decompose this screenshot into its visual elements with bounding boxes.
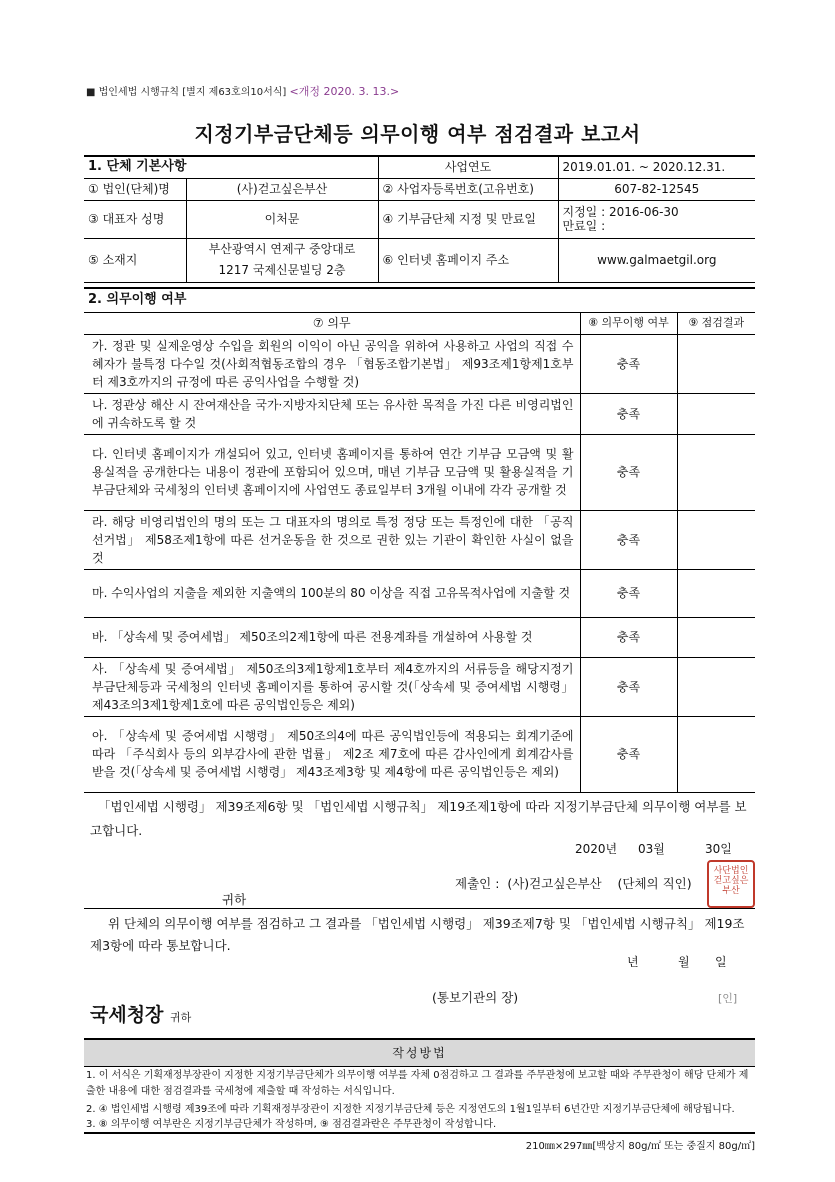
declaration-text: 「법인세법 시행령」 제39조제6항 및 「법인세법 시행규칙」 제19조제1항에 따라 지정기부금단체 의무이행 여부를 보고합니다. <box>90 799 747 838</box>
date-month: 03월 <box>638 842 665 856</box>
obligation-result <box>677 569 755 617</box>
obligation-result <box>677 716 755 792</box>
obligation-status: 충족 <box>580 334 677 393</box>
fiscal-year-value: 2019.01.01. ~ 2020.12.31. <box>558 156 755 178</box>
submitter-line: 제출인 : (사)걷고싶은부산 (단체의 직인) <box>455 876 692 891</box>
col-result: ⑨ 점검결과 <box>677 312 755 334</box>
obligation-result <box>677 617 755 657</box>
organization-seal: 사단법인 걷고싶은 부산 <box>707 860 755 908</box>
obligation-status: 충족 <box>580 434 677 510</box>
date-day: 30일 <box>705 842 732 856</box>
instruction-item: 2. ④ 법인세법 시행령 제39조에 따라 기획재정부장관이 지정한 지정기부금단체 등은 지정연도의 1월1일부터 6년간만 지정기부금단체에 해당됩니다. <box>86 1104 735 1115</box>
obligation-item: 나. 정관상 해산 시 잔여재산을 국가·지방자치단체 또는 유사한 목적을 가진 다른 비영리법인에 귀속하도록 할 것 <box>84 393 580 434</box>
section2-heading: 2. 의무이행 여부 <box>84 288 755 312</box>
rep-name-value: 이처문 <box>186 200 378 238</box>
revision-date: <개정 2020. 3. 13.> <box>289 85 400 98</box>
obligation-result <box>677 510 755 569</box>
address-line1: 부산광역시 연제구 중앙대로 <box>208 242 356 256</box>
org-name-value: (사)걷고싶은부산 <box>186 178 378 200</box>
agency-head: (통보기관의 장) <box>432 990 519 1005</box>
date-year: 2020년 <box>575 842 618 856</box>
obligation-status: 충족 <box>580 510 677 569</box>
col-obligation: ⑦ 의무 <box>84 312 580 334</box>
nts-commissioner <box>90 1000 191 1027</box>
obligation-result <box>677 434 755 510</box>
addressee-1: 귀하 <box>222 892 247 907</box>
address-line2: 1217 국제신문빌딩 2층 <box>218 263 346 277</box>
instruction-item: 3. ⑧ 의무이행 여부란은 지정기부금단체가 작성하며, ⑨ 점검결과란은 주무관청이 작성합니다. <box>86 1119 497 1130</box>
expiry-date: 만료일 : <box>562 219 606 233</box>
obligation-status: 충족 <box>580 657 677 716</box>
notice-text: 위 단체의 의무이행 여부를 점검하고 그 결과를 「법인세법 시행령」 제39조제7항 및 「법인세법 시행규칙」 제19조제3항에 따라 통보합니다. <box>90 916 745 953</box>
obligation-item: 다. 인터넷 홈페이지가 개설되어 있고, 인터넷 홈페이지를 통하여 연간 기부금 모금액 및 활용실적을 공개한다는 내용이 정관에 포함되어 있으며, 매년 기부금 모금액 및 활용실적을 기부금단체와 국세청의 인터넷 홈페이지에 사업연도 종료일부터 3개월 이내에 각각 공개할 것 <box>84 434 580 510</box>
homepage-label: ⑥ 인터넷 홈페이지 주소 <box>378 238 558 282</box>
footer-divider <box>84 1132 755 1134</box>
col-status: ⑧ 의무이행 여부 <box>580 312 677 334</box>
divider <box>84 908 755 909</box>
obligation-status: 충족 <box>580 569 677 617</box>
form-reference <box>86 83 399 99</box>
designation-date: 지정일 : 2016-06-30 <box>562 205 679 219</box>
obligation-status: 충족 <box>580 393 677 434</box>
obligation-result <box>677 393 755 434</box>
notice-year: 년 <box>627 955 639 969</box>
obligation-item: 마. 수익사업의 지출을 제외한 지출액의 100분의 80 이상을 직접 고유목적사업에 지출할 것 <box>84 569 580 617</box>
obligation-item: 가. 정관 및 실제운영상 수입을 회원의 이익이 아닌 공익을 위하여 사용하고 사업의 직접 수혜자가 불특정 다수일 것(사회적협동조합의 경우 「협동조합기본법」 제93조제1항제1호부터 제3호까지의 규정에 따른 공익사업을 수행할 것) <box>84 334 580 393</box>
document-title: 지정기부금단체등 의무이행 여부 점검결과 보고서 <box>194 122 641 146</box>
homepage-value: www.galmaetgil.org <box>558 238 755 282</box>
seal-placeholder: [인] <box>718 992 738 1005</box>
notice-day: 일 <box>715 955 727 969</box>
obligation-status: 충족 <box>580 617 677 657</box>
obligation-item: 사. 「상속세 및 증여세법」 제50조의3제1항제1호부터 제4호까지의 서류등을 해당지정기부금단체등과 국세청의 인터넷 홈페이지를 통하여 공시할 것(「상속세 및 증여세법 시행령」제43조의3제1항제1호에 따른 공익법인등은 제외) <box>84 657 580 716</box>
obligation-result <box>677 334 755 393</box>
section1-heading: 1. 단체 기본사항 <box>84 156 378 178</box>
obligation-item: 아. 「상속세 및 증여세법 시행령」 제50조의4에 따른 공익법인등에 적용되는 회계기준에 따라 「주식회사 등의 외부감사에 관한 법률」 제2조 제7호에 따른 감사인에게 회계감사를 받을 것(「상속세 및 증여세법 시행령」 제43조제3항 및 제4항에 따른 공익법인등은 제외) <box>84 716 580 792</box>
biz-reg-label: ② 사업자등록번호(고유번호) <box>378 178 558 200</box>
designation-label: ④ 기부금단체 지정 및 만료일 <box>378 200 558 238</box>
instructions-heading: 작성방법 <box>84 1038 755 1067</box>
form-ref-text: ■ 법인세법 시행규칙 [별지 제63호의10서식] <box>86 87 287 98</box>
instruction-item: 1. 이 서식은 기획재정부장관이 지정한 지정기부금단체가 의무이행 여부를 자체 0점검하고 그 결과를 주무관청에 보고할 때와 주무관청이 해당 단체가 제출한 내용에 대한 점검결과를 국세청에 제출할 때 작성하는 서식입니다. <box>86 1070 749 1097</box>
nts-name: 국세청장 <box>90 1004 164 1026</box>
obligation-table <box>84 287 755 793</box>
obligation-item: 바. 「상속세 및 증여세법」 제50조의2제1항에 따른 전용계좌를 개설하여 사용할 것 <box>84 617 580 657</box>
addressee-2: 귀하 <box>170 1011 192 1024</box>
obligation-result <box>677 657 755 716</box>
notice-month: 월 <box>678 955 690 969</box>
paper-spec: 210㎜×297㎜[백상지 80g/㎡ 또는 중질지 80g/㎡] <box>525 1141 755 1152</box>
rep-name-label: ③ 대표자 성명 <box>84 200 186 238</box>
fiscal-year-label: 사업연도 <box>378 156 558 178</box>
basic-info-table <box>84 155 755 283</box>
org-name-label: ① 법인(단체)명 <box>84 178 186 200</box>
address-label: ⑤ 소재지 <box>84 238 186 282</box>
obligation-status: 충족 <box>580 716 677 792</box>
obligation-item: 라. 해당 비영리법인의 명의 또는 그 대표자의 명의로 특정 정당 또는 특정인에 대한 「공직선거법」 제58조제1항에 따른 선거운동을 한 것으로 권한 있는 기관이 확인한 사실이 없을 것 <box>84 510 580 569</box>
biz-reg-value: 607-82-12545 <box>558 178 755 200</box>
